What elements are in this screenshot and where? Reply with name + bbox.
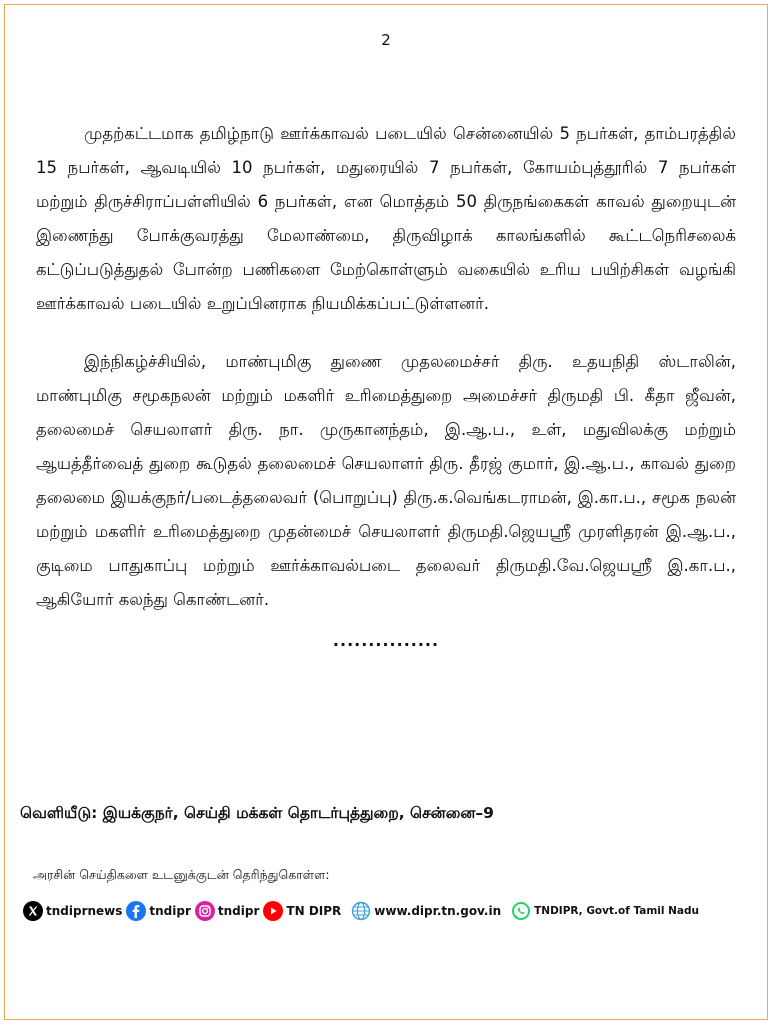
- document-page: [4, 4, 768, 1020]
- whatsapp-link[interactable]: [511, 901, 699, 921]
- x-icon: [23, 901, 43, 921]
- paragraph-attendees: இந்நிகழ்ச்சியில், மாண்புமிகு துணை முதலமைச்சர் திரு. உதயநிதி ஸ்டாலின், மாண்புமிகு சமூகநலன் மற்றும் மகளிர் உரிமைத்துறை அமைச்சர் திருமதி பி. கீதா ஜீவன், தலைமைச் செயலாளர் திரு. நா. முருகானந்தம், இ.ஆ.ப., உள், மதுவிலக்கு மற்றும் ஆயத்தீர்வைத் துறை கூடுதல் தலைமைச் செயலாளர் திரு. தீரஜ் குமார், இ.ஆ.ப., காவல் துறை தலைமை இயக்குநர்/படைத்தலைவர் (பொறுப்பு) திரு.க.வெங்கடராமன், இ.கா.ப., சமூக நலன் மற்றும் மகளிர் உரிமைத்துறை முதன்மைச் செயலாளர் திருமதி.ஜெயஸ்ரீ முரளிதரன் இ.ஆ.ப., குடிமை பாதுகாப்பு மற்றும் ஊர்க்காவல்படை தலைவர் திருமதி.வே.ஜெயஸ்ரீ இ.கா.ப., ஆகியோர் கலந்து கொண்டனர்.: [36, 352, 736, 609]
- instagram-handle: tndipr: [217, 904, 260, 918]
- website-url: www.dipr.tn.gov.in: [374, 904, 502, 918]
- document-body: [36, 117, 736, 650]
- facebook-icon: [126, 901, 146, 921]
- page-number: 2: [381, 31, 391, 49]
- facebook-handle: tndipr: [149, 904, 191, 918]
- x-handle: tndiprnews: [46, 904, 123, 918]
- instagram-link[interactable]: [195, 901, 260, 921]
- social-intro: அரசின் செய்திகளை உடனுக்குடன் தெரிந்துகொள்ள:: [33, 867, 330, 882]
- paragraph-appointment: முதற்கட்டமாக தமிழ்நாடு ஊர்க்காவல் படையில் சென்னையில் 5 நபர்கள், தாம்பரத்தில் 15 நபர்கள், ஆவடியில் 10 நபர்கள், மதுரையில் 7 நபர்கள், கோயம்புத்தூரில் 7 நபர்கள் மற்றும் திருச்சிராப்பள்ளியில் 6 நபர்கள், என மொத்தம் 50 திருநங்கைகள் காவல் துறையுடன் இணைந்து போக்குவரத்து மேலாண்மை, திருவிழாக் காலங்களில் கூட்டநெரிசலைக் கட்டுப்படுத்துதல் போன்ற பணிகளை மேற்கொள்ளும் வகையில் உரிய பயிற்சிகள் வழங்கி ஊர்க்காவல் படையில் உறுப்பினராக நியமிக்கப்பட்டுள்ளனர்.: [36, 124, 736, 313]
- x-link[interactable]: [23, 901, 122, 921]
- social-links: [23, 901, 757, 921]
- instagram-icon: [195, 901, 215, 921]
- youtube-icon: [263, 901, 283, 921]
- globe-icon: [351, 901, 371, 921]
- whatsapp-label: TNDIPR, Govt.of Tamil Nadu: [534, 905, 699, 917]
- youtube-link[interactable]: [263, 901, 341, 921]
- facebook-link[interactable]: [126, 901, 191, 921]
- whatsapp-icon: [511, 901, 531, 921]
- youtube-handle: TN DIPR: [286, 904, 342, 918]
- separator-dots: ...............: [332, 631, 440, 650]
- release-line: வெளியீடு: இயக்குநர், செய்தி மக்கள் தொடர்புத்துறை, சென்னை–9: [20, 804, 494, 822]
- website-link[interactable]: [351, 901, 501, 921]
